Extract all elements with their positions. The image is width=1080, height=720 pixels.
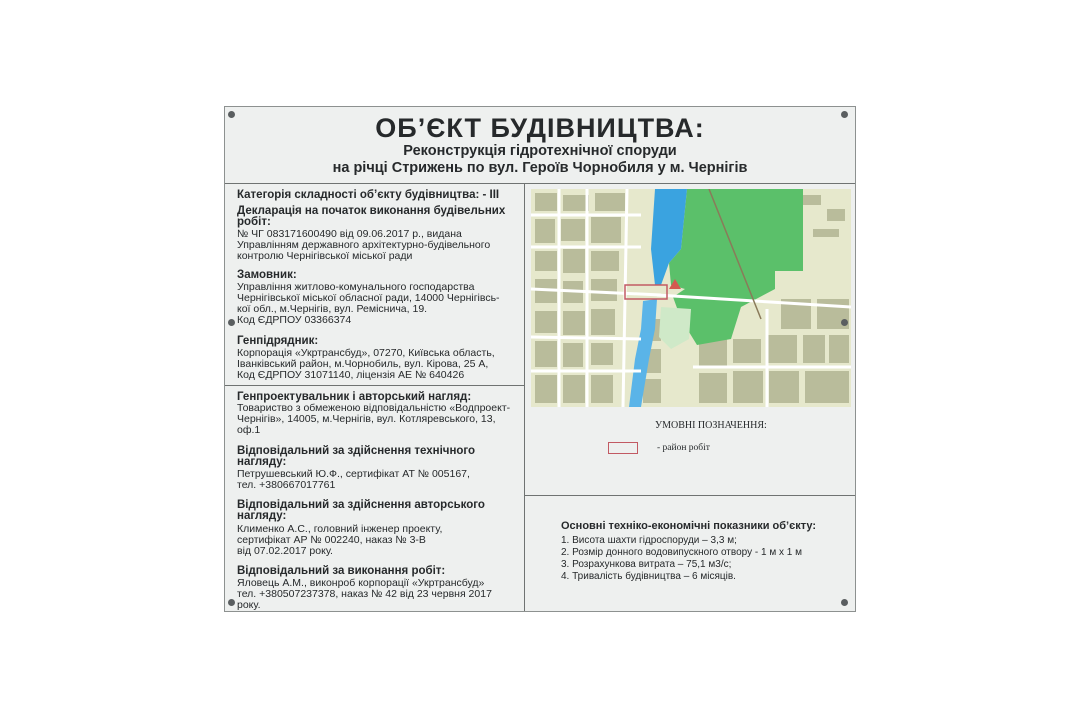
legend-work-area-swatch (608, 442, 638, 454)
board-title: ОБ’ЄКТ БУДІВНИЦТВА: (375, 113, 705, 143)
tech-supervision-heading-2: нагляду: (237, 456, 287, 468)
designer-line: Чернігів», 14005, м.Чернігів, вул. Котляревського, 13, (237, 413, 496, 425)
site-location-map (531, 189, 851, 407)
author-supervision-line: від 07.02.2017 року. (237, 545, 333, 557)
declaration-heading: Декларація на початок виконання будівельних (237, 205, 506, 217)
contractor-heading: Генпідрядник: (237, 335, 319, 347)
author-supervision-heading-2: нагляду: (237, 510, 287, 522)
customer-line: Управління житлово-комунального господарства (237, 281, 475, 293)
contractor-line: Іванківський район, м.Чорнобиль, вул. Кірова, 25 А, (237, 358, 489, 370)
indicator-item: 1. Висота шахти гідроспоруди – 3,3 м; (561, 535, 737, 546)
indicators-title: Основні техніко-економічні показники об’єкту: (561, 520, 816, 532)
left-info-column (225, 184, 525, 612)
works-responsible-heading: Відповідальний за виконання робіт: (237, 565, 446, 577)
right-section-divider (525, 495, 856, 496)
indicator-item: 3. Розрахункова витрата – 75,1 м3/с; (561, 559, 732, 570)
designer-line: Товариство з обмеженою відповідальністю «Водпроект- (237, 402, 511, 414)
indicator-item: 2. Розмір донного водовипускного отвору - 1 м х 1 м (561, 547, 802, 558)
tech-supervision-line: тел. +380667017761 (237, 479, 336, 491)
customer-heading: Замовник: (237, 269, 297, 281)
mounting-bolt (841, 319, 848, 326)
mounting-bolt (228, 599, 235, 606)
board-header (225, 107, 855, 184)
contractor-line: Код ЄДРПОУ 31071140, ліцензія АЕ № 640426 (237, 369, 465, 381)
author-supervision-line: сертифікат АР № 002240, наказ № 3-В (237, 534, 426, 546)
complexity-category: Категорія складності об’єкту будівництва: - ІІІ (237, 189, 500, 201)
contractor-line: Корпорація «Укртрансбуд», 07270, Київська область, (237, 347, 495, 359)
works-responsible-line: тел. +380507237378, наказ № 42 від 23 червня 2017 (237, 588, 492, 600)
author-supervision-heading: Відповідальний за здійснення авторського (237, 499, 485, 511)
declaration-line: Управлінням державного архітектурно-будівельного (237, 239, 491, 251)
customer-line: Чернігівської міської обласної ради, 14000 Чернігівсь- (237, 292, 500, 304)
declaration-line: № ЧГ 083171600490 від 09.06.2017 р., видана (237, 228, 462, 240)
designer-heading: Генпроектувальник і авторський нагляд: (237, 391, 472, 403)
mounting-bolt (228, 111, 235, 118)
board-subtitle-line2: на річці Стрижень по вул. Героїв Чорнобиля у м. Чернігів (332, 160, 748, 176)
board-subtitle-line1: Реконструкція гідротехнічної споруди (403, 143, 677, 159)
tech-supervision-heading: Відповідальний за здійснення технічного (237, 445, 476, 457)
indicator-item: 4. Тривалість будівництва – 6 місяців. (561, 571, 736, 582)
designer-line: оф.1 (237, 424, 261, 436)
legend-work-area-label: - район робіт (657, 443, 710, 453)
works-responsible-line: Яловець А.М., виконроб корпорації «Укртрансбуд» (237, 577, 485, 589)
customer-line: кої обл., м.Чернігів, вул. Реміснича, 19. (237, 303, 428, 315)
works-responsible-line: року. (237, 599, 261, 611)
legend-title: УМОВНІ ПОЗНАЧЕННЯ: (655, 420, 767, 431)
mounting-bolt (228, 319, 235, 326)
mounting-bolt (841, 599, 848, 606)
tech-supervision-line: Петрушевський Ю.Ф., сертифікат АТ № 005167, (237, 468, 470, 480)
customer-line: Код ЄДРПОУ 03366374 (237, 314, 352, 326)
construction-info-board (224, 106, 856, 612)
mounting-bolt (841, 111, 848, 118)
declaration-line: контролю Чернігівської міської ради (237, 250, 413, 262)
author-supervision-line: Клименко А.С., головний інженер проекту, (237, 523, 443, 535)
section-divider (225, 385, 525, 386)
declaration-heading-2: робіт: (237, 216, 271, 228)
